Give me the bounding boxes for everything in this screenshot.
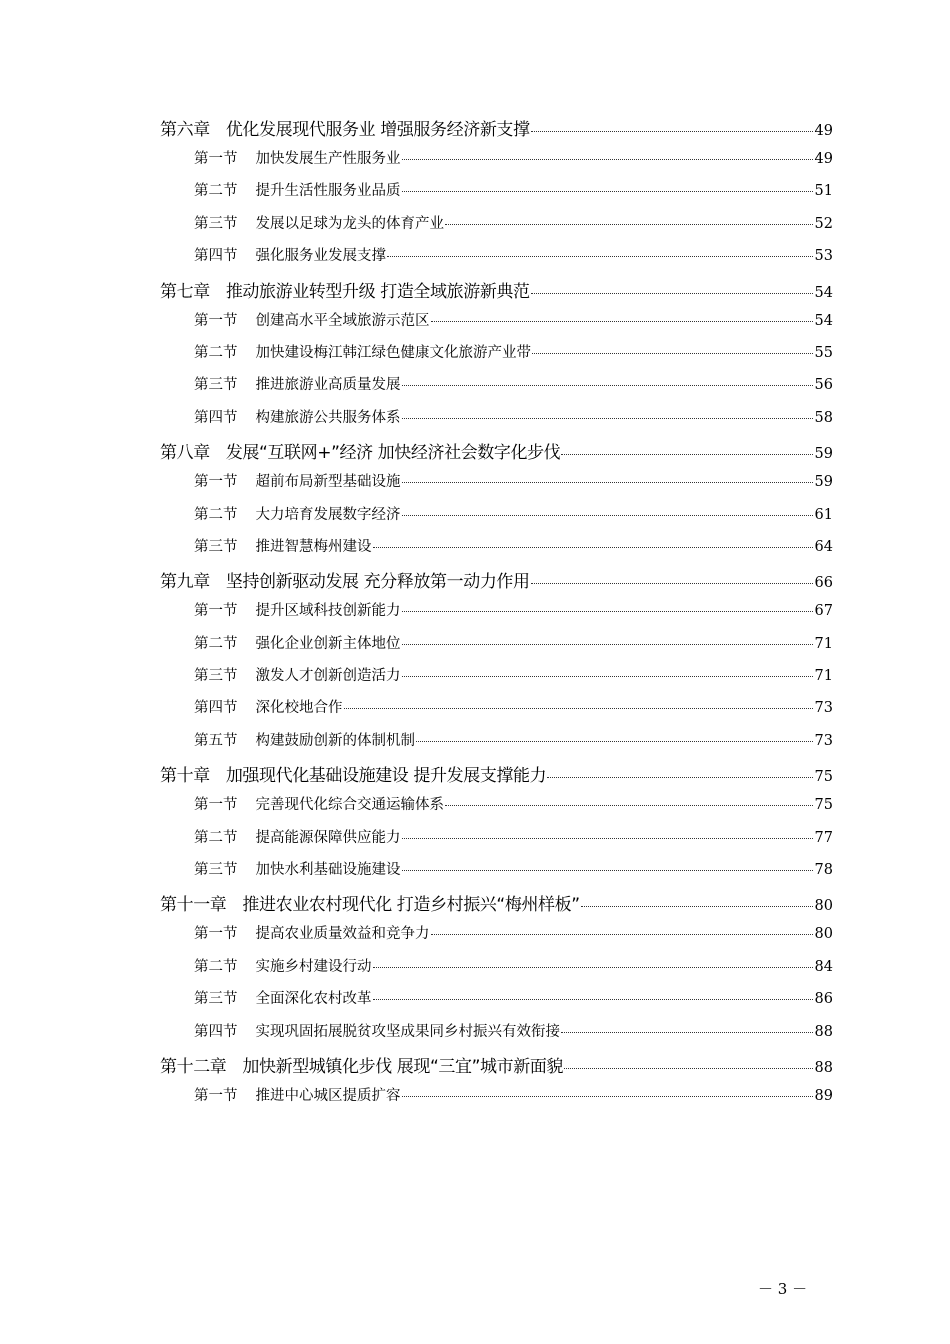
toc-dot-leader	[344, 708, 813, 709]
toc-entry-number: 第七章	[160, 281, 210, 302]
toc-entry-number: 第八章	[160, 443, 210, 464]
toc-section-entry[interactable]	[160, 244, 833, 276]
toc-dot-leader	[402, 644, 813, 645]
toc-section-entry[interactable]	[160, 179, 833, 211]
toc-dot-leader	[531, 293, 813, 294]
toc-entry-title: 推进农业农村现代化 打造乡村振兴“梅州样板”	[242, 895, 580, 916]
toc-entry-number: 第二节	[194, 183, 238, 200]
toc-entry-number: 第二节	[194, 958, 238, 975]
toc-entry-title: 实施乡村建设行动	[255, 958, 372, 975]
toc-dot-leader	[373, 999, 813, 1000]
toc-entry-number: 第四节	[194, 1023, 238, 1040]
toc-entry-title: 激发人才创新创造活力	[255, 668, 401, 685]
toc-entry-page: 88	[814, 1023, 833, 1040]
toc-dot-leader	[581, 906, 813, 907]
toc-entry-page: 77	[814, 829, 833, 846]
toc-dot-leader	[431, 321, 813, 322]
toc-entry-title: 推进中心城区提质扩容	[255, 1087, 401, 1104]
toc-entry-title: 强化服务业发展支撑	[255, 248, 386, 265]
toc-entry-page: 89	[814, 1087, 833, 1104]
toc-section-entry[interactable]	[160, 793, 833, 825]
toc-section-entry[interactable]	[160, 341, 833, 373]
toc-entry-number: 第十二章	[160, 1056, 227, 1077]
toc-section-entry[interactable]	[160, 406, 833, 438]
toc-section-entry[interactable]	[160, 373, 833, 405]
toc-section-entry[interactable]	[160, 826, 833, 858]
toc-entry-title: 提升区域科技创新能力	[255, 603, 401, 620]
toc-entry-page: 71	[814, 635, 833, 652]
toc-entry-number: 第四节	[194, 248, 238, 265]
toc-chapter-entry[interactable]	[160, 567, 833, 599]
toc-entry-title: 加快水利基础设施建设	[255, 862, 401, 879]
toc-dot-leader	[387, 256, 813, 257]
toc-entry-number: 第一节	[194, 474, 238, 491]
toc-chapter-entry[interactable]	[160, 115, 833, 147]
toc-entry-number: 第三节	[194, 991, 238, 1008]
toc-entry-title: 坚持创新驱动发展 充分释放第一动力作用	[225, 572, 530, 593]
toc-chapter-entry[interactable]	[160, 438, 833, 470]
toc-entry-page: 54	[814, 284, 833, 301]
toc-entry-title: 全面深化农村改革	[255, 991, 372, 1008]
toc-entry-page: 78	[814, 862, 833, 879]
toc-entry-page: 73	[814, 732, 833, 749]
toc-entry-page: 53	[814, 248, 833, 265]
toc-entry-number: 第十章	[160, 766, 210, 787]
toc-dot-leader	[531, 131, 813, 132]
toc-entry-number: 第九章	[160, 572, 210, 593]
toc-dot-leader	[445, 224, 813, 225]
toc-section-entry[interactable]	[160, 1020, 833, 1052]
toc-entry-number: 第十一章	[160, 895, 227, 916]
page-number: － 3 －	[758, 1280, 808, 1298]
toc-entry-title: 深化校地合作	[255, 700, 343, 717]
toc-entry-title: 提升生活性服务业品质	[255, 183, 401, 200]
toc-entry-number: 第六章	[160, 120, 210, 140]
toc-dot-leader	[402, 611, 813, 612]
toc-entry-title: 优化发展现代服务业 增强服务经济新支撑	[225, 120, 530, 140]
toc-entry-page: 73	[814, 700, 833, 717]
toc-section-entry[interactable]	[160, 955, 833, 987]
toc-section-entry[interactable]	[160, 922, 833, 954]
toc-dot-leader	[373, 967, 813, 968]
toc-entry-title: 加快发展生产性服务业	[255, 151, 401, 167]
toc-entry-title: 加快建设梅江韩江绿色健康文化旅游产业带	[255, 344, 531, 361]
toc-section-entry[interactable]	[160, 309, 833, 341]
toc-entry-number: 第三节	[194, 377, 238, 394]
toc-entry-page: 59	[814, 474, 833, 491]
toc-dot-leader	[402, 159, 813, 160]
toc-entry-title: 强化企业创新主体地位	[255, 635, 401, 652]
toc-entry-number: 第一节	[194, 312, 238, 329]
toc-entry-page: 55	[814, 344, 833, 361]
toc-entry-page: 75	[814, 797, 833, 814]
toc-dot-leader	[373, 547, 813, 548]
toc-entry-page: 59	[814, 446, 833, 463]
toc-entry-number: 第三节	[194, 668, 238, 685]
toc-entry-page: 88	[814, 1059, 833, 1076]
toc-entry-page: 49	[814, 123, 833, 139]
table-of-contents	[160, 115, 833, 1116]
toc-section-entry[interactable]	[160, 987, 833, 1019]
toc-entry-page: 84	[814, 958, 833, 975]
toc-entry-title: 推进旅游业高质量发展	[255, 377, 401, 394]
toc-entry-page: 71	[814, 668, 833, 685]
toc-entry-page: 64	[814, 538, 833, 555]
toc-section-entry[interactable]	[160, 212, 833, 244]
toc-chapter-entry[interactable]	[160, 277, 833, 309]
toc-section-entry[interactable]	[160, 632, 833, 664]
toc-section-entry[interactable]	[160, 535, 833, 567]
toc-entry-title: 完善现代化综合交通运输体系	[255, 797, 444, 814]
toc-section-entry[interactable]	[160, 503, 833, 535]
toc-entry-page: 67	[814, 603, 833, 620]
toc-entry-title: 推进智慧梅州建设	[255, 538, 372, 555]
toc-entry-title: 加快新型城镇化步伐 展现“三宜”城市新面貌	[242, 1056, 564, 1077]
toc-entry-title: 实现巩固拓展脱贫攻坚成果同乡村振兴有效衔接	[255, 1023, 560, 1040]
toc-dot-leader	[532, 353, 813, 354]
toc-entry-title: 构建旅游公共服务体系	[255, 409, 401, 426]
toc-entry-title: 加强现代化基础设施建设 提升发展支撑能力	[225, 766, 547, 787]
toc-section-entry[interactable]	[160, 664, 833, 696]
toc-entry-title: 超前布局新型基础设施	[255, 474, 401, 491]
toc-entry-title: 发展以足球为龙头的体育产业	[255, 215, 444, 232]
toc-dot-leader	[402, 870, 813, 871]
toc-dot-leader	[561, 1032, 813, 1033]
toc-entry-page: 52	[814, 215, 833, 232]
toc-dot-leader	[402, 676, 813, 677]
toc-entry-page: 58	[814, 409, 833, 426]
toc-entry-title: 提高能源保障供应能力	[255, 829, 401, 846]
toc-dot-leader	[402, 1096, 813, 1097]
toc-entry-title: 构建鼓励创新的体制机制	[255, 732, 415, 749]
toc-entry-page: 56	[814, 377, 833, 394]
toc-dot-leader	[402, 385, 813, 386]
toc-chapter-entry[interactable]	[160, 890, 833, 922]
toc-entry-number: 第四节	[194, 700, 238, 717]
toc-entry-number: 第四节	[194, 409, 238, 426]
toc-chapter-entry[interactable]	[160, 1052, 833, 1084]
toc-dot-leader	[445, 805, 813, 806]
toc-entry-page: 51	[814, 183, 833, 200]
toc-chapter-entry[interactable]	[160, 761, 833, 793]
toc-dot-leader	[402, 838, 813, 839]
toc-entry-page: 49	[814, 151, 833, 167]
toc-section-entry[interactable]	[160, 1084, 833, 1116]
toc-entry-title: 提高农业质量效益和竞争力	[255, 926, 430, 943]
toc-section-entry[interactable]	[160, 599, 833, 631]
toc-entry-title: 创建高水平全域旅游示范区	[255, 312, 430, 329]
toc-entry-page: 75	[814, 769, 833, 786]
toc-entry-number: 第二节	[194, 635, 238, 652]
toc-entry-title: 发展“互联网+”经济 加快经济社会数字化步伐	[225, 443, 561, 464]
toc-entry-page: 61	[814, 506, 833, 523]
toc-section-entry[interactable]	[160, 858, 833, 890]
toc-entry-title: 大力培育发展数字经济	[255, 506, 401, 523]
toc-dot-leader	[431, 934, 813, 935]
toc-section-entry[interactable]	[160, 729, 833, 761]
toc-dot-leader	[531, 583, 813, 584]
toc-entry-title: 推动旅游业转型升级 打造全域旅游新典范	[225, 281, 530, 302]
toc-dot-leader	[402, 418, 813, 419]
toc-entry-number: 第二节	[194, 506, 238, 523]
toc-section-entry[interactable]	[160, 147, 833, 179]
toc-entry-number: 第三节	[194, 862, 238, 879]
toc-entry-page: 66	[814, 575, 833, 592]
toc-dot-leader	[416, 741, 813, 742]
toc-dot-leader	[402, 482, 813, 483]
toc-entry-page: 54	[814, 312, 833, 329]
toc-entry-page: 80	[814, 898, 833, 915]
toc-section-entry[interactable]	[160, 470, 833, 502]
toc-entry-number: 第二节	[194, 829, 238, 846]
toc-entry-number: 第一节	[194, 603, 238, 620]
toc-entry-number: 第三节	[194, 215, 238, 232]
toc-entry-number: 第二节	[194, 344, 238, 361]
toc-entry-page: 86	[814, 991, 833, 1008]
toc-entry-number: 第一节	[194, 1087, 238, 1104]
toc-entry-number: 第一节	[194, 926, 238, 943]
toc-entry-number: 第三节	[194, 538, 238, 555]
toc-dot-leader	[561, 454, 812, 455]
toc-dot-leader	[402, 191, 813, 192]
toc-entry-number: 第一节	[194, 151, 238, 167]
toc-dot-leader	[547, 777, 812, 778]
toc-entry-number: 第五节	[194, 732, 238, 749]
toc-dot-leader	[402, 515, 813, 516]
toc-dot-leader	[564, 1068, 813, 1069]
toc-entry-page: 80	[814, 926, 833, 943]
toc-section-entry[interactable]	[160, 696, 833, 728]
toc-entry-number: 第一节	[194, 797, 238, 814]
